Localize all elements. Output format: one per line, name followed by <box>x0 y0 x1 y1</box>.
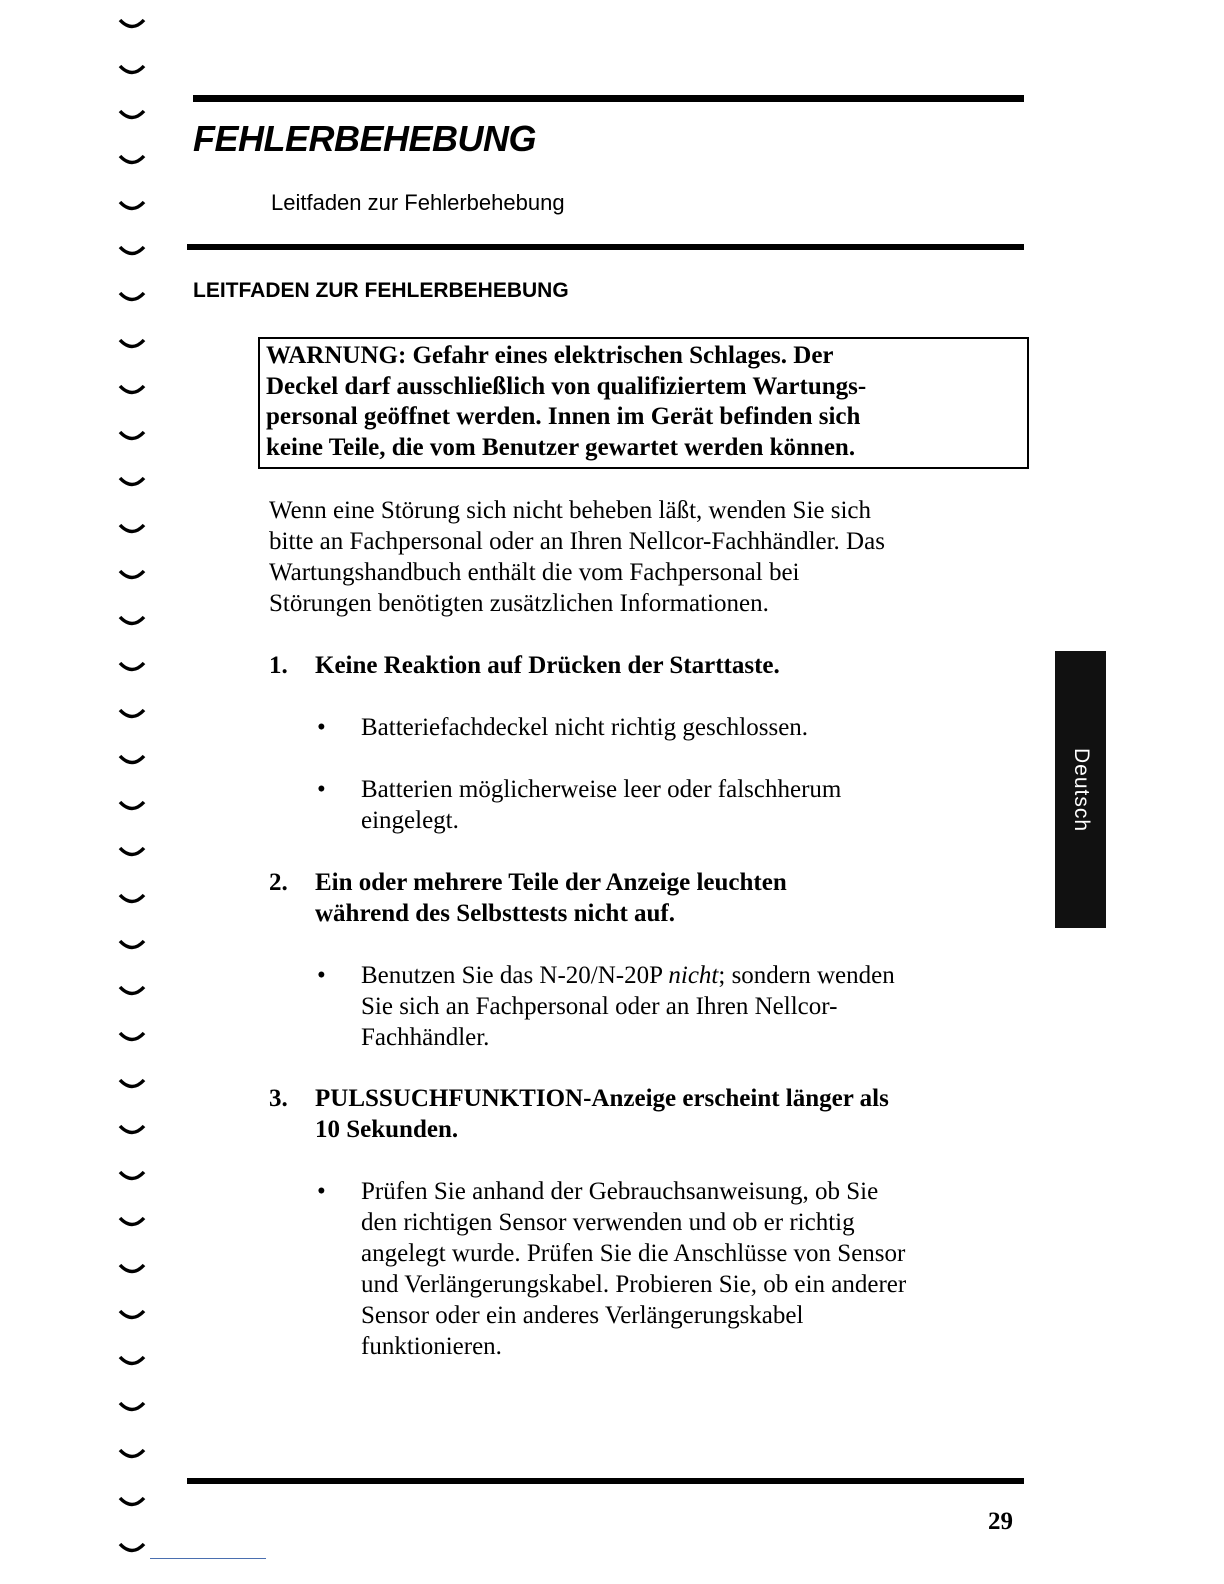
item-1-bullet-2 <box>317 774 1017 836</box>
binding-ring-icon <box>118 938 146 952</box>
binding-ring-icon <box>118 1495 146 1509</box>
binding-ring-icon <box>118 660 146 674</box>
binding-ring-icon <box>118 568 146 582</box>
scan-edge-line <box>150 1558 266 1559</box>
intro-line: Wenn eine Störung sich nicht beheben läßt, wenden Sie sich <box>269 497 872 524</box>
item-3-bullet-1 <box>317 1176 1017 1362</box>
intro-line: Störungen benötigten zusätzlichen Informationen. <box>269 590 769 617</box>
bullet-line: Prüfen Sie anhand der Gebrauchsanweisung, ob Sie <box>361 1178 879 1205</box>
item-heading: 10 Sekunden. <box>315 1116 459 1143</box>
binding-ring-icon <box>118 984 146 998</box>
warning-box <box>258 337 1029 469</box>
binding-ring-icon <box>118 244 146 258</box>
language-side-tab <box>1055 651 1106 928</box>
intro-line: Wartungshandbuch enthält die vom Fachpersonal bei <box>269 559 800 586</box>
bullet-icon: • <box>317 714 326 741</box>
item-number: 1. <box>269 652 288 679</box>
binding-ring-icon <box>118 1169 146 1183</box>
intro-paragraph <box>269 495 1009 619</box>
binding-ring-icon <box>118 383 146 397</box>
item-number: 3. <box>269 1085 288 1112</box>
troubleshooting-item-1 <box>269 650 1029 681</box>
item-heading: während des Selbsttests nicht auf. <box>315 900 675 927</box>
binding-ring-icon <box>118 290 146 304</box>
binding-ring-icon <box>118 1262 146 1276</box>
binding-ring-icon <box>118 1541 146 1555</box>
page-number: 29 <box>988 1508 1013 1535</box>
bullet-line: Batterien möglicherweise leer oder falschherum <box>361 776 842 803</box>
binding-ring-icon <box>118 1077 146 1091</box>
binding-ring-icon <box>118 153 146 167</box>
bullet-line: Batteriefachdeckel nicht richtig geschlossen. <box>361 714 809 741</box>
binding-ring-icon <box>118 753 146 767</box>
binding-ring-icon <box>118 522 146 536</box>
binding-ring-icon <box>118 17 146 31</box>
binding-ring-icon <box>118 1447 146 1461</box>
chapter-toc-entry: Leitfaden zur Fehlerbehebung <box>271 190 565 215</box>
bullet-line: Fachhändler. <box>361 1024 490 1051</box>
binding-ring-icon <box>118 108 146 122</box>
binding-ring-icon <box>118 429 146 443</box>
item-heading: PULSSUCHFUNKTION-Anzeige erscheint länger als <box>315 1085 889 1112</box>
bullet-line: Sie sich an Fachpersonal oder an Ihren Nellcor- <box>361 993 838 1020</box>
binding-ring-icon <box>118 337 146 351</box>
binding-ring-icon <box>118 707 146 721</box>
item-number: 2. <box>269 869 288 896</box>
bullet-line: Benutzen Sie das N-20/N-20P nicht; sondern wenden <box>361 962 895 989</box>
intro-line: bitte an Fachpersonal oder an Ihren Nellcor-Fachhändler. Das <box>269 528 885 555</box>
chapter-title: FEHLERBEHEBUNG <box>193 118 537 159</box>
section-rule <box>187 244 1024 250</box>
troubleshooting-item-2 <box>269 867 1029 929</box>
top-rule <box>193 95 1024 102</box>
binding-ring-icon <box>118 1354 146 1368</box>
warning-line: personal geöffnet werden. Innen im Gerät befinden sich <box>266 403 861 430</box>
warning-line: WARNUNG: Gefahr eines elektrischen Schlages. Der <box>266 342 834 369</box>
binding-ring-icon <box>118 614 146 628</box>
bullet-line: und Verlängerungskabel. Probieren Sie, ob ein anderer <box>361 1271 907 1298</box>
binding-ring-icon <box>118 892 146 906</box>
binding-ring-icon <box>118 475 146 489</box>
warning-line: keine Teile, die vom Benutzer gewartet werden können. <box>266 433 856 461</box>
binding-ring-icon <box>118 1400 146 1414</box>
binding-ring-icon <box>118 1123 146 1137</box>
binding-ring-icon <box>118 845 146 859</box>
bullet-icon: • <box>317 1178 326 1205</box>
binding-ring-icon <box>118 1030 146 1044</box>
bullet-icon: • <box>317 962 326 989</box>
item-2-bullet-1 <box>317 960 1017 1053</box>
item-1-bullet-1 <box>317 712 1017 743</box>
binding-ring-icon <box>118 63 146 77</box>
bullet-line: eingelegt. <box>361 807 459 834</box>
bullet-line: angelegt wurde. Prüfen Sie die Anschlüsse von Sensor <box>361 1240 906 1267</box>
binding-ring-icon <box>118 1308 146 1322</box>
section-title: LEITFADEN ZUR FEHLERBEHEBUNG <box>193 279 569 302</box>
bullet-line: den richtigen Sensor verwenden und ob er richtig <box>361 1209 855 1236</box>
bullet-icon: • <box>317 776 326 803</box>
spiral-binding <box>112 0 152 1584</box>
emphasis-text: nicht <box>668 962 719 989</box>
binding-ring-icon <box>118 1215 146 1229</box>
item-heading: Keine Reaktion auf Drücken der Starttaste. <box>315 652 780 679</box>
troubleshooting-item-3 <box>269 1083 1029 1145</box>
warning-line: Deckel darf ausschließlich von qualifiziertem Wartungs- <box>266 372 867 400</box>
bullet-line: Sensor oder ein anderes Verlängerungskabel <box>361 1302 804 1329</box>
binding-ring-icon <box>118 799 146 813</box>
bottom-rule <box>187 1478 1024 1484</box>
binding-ring-icon <box>118 199 146 213</box>
item-heading: Ein oder mehrere Teile der Anzeige leuchten <box>315 869 787 896</box>
bullet-line: funktionieren. <box>361 1333 502 1360</box>
side-tab-label: Deutsch <box>1069 747 1093 832</box>
